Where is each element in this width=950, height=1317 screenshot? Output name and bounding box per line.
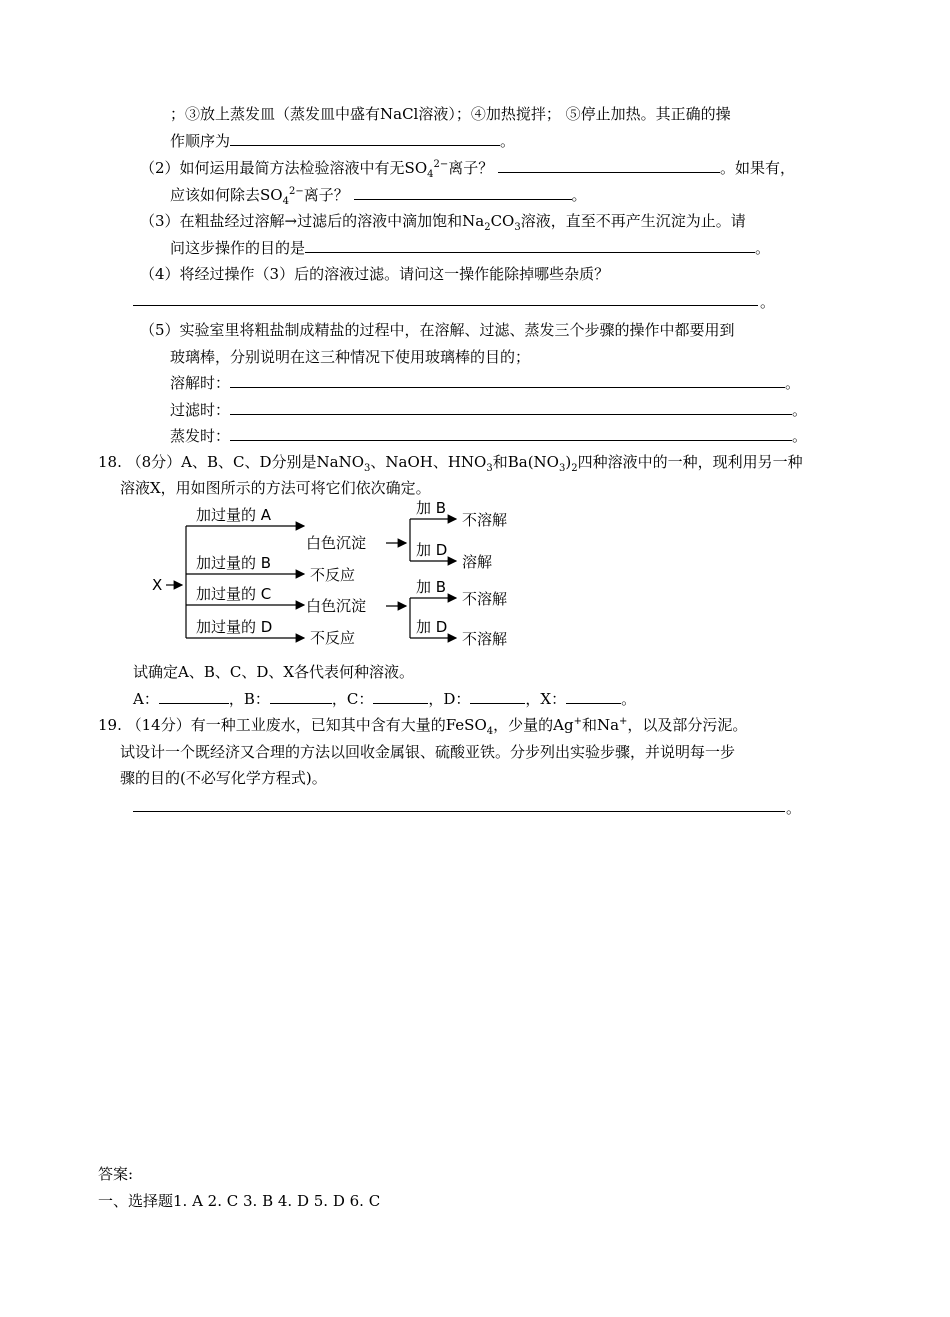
- q18-l1-c: 和Ba(NO: [492, 453, 559, 471]
- q17-part3b: [170, 238, 770, 258]
- q19-line1: [98, 715, 747, 735]
- ans-b-blank[interactable]: [270, 689, 332, 704]
- q17-part2-sup: 2−: [433, 159, 449, 170]
- q18-l1-s1: 3: [364, 463, 371, 474]
- sub-c-d-label: 加 D: [416, 618, 448, 636]
- q18-line1: [98, 452, 803, 472]
- result-c: 白色沉淀: [306, 597, 367, 615]
- filter-label: 过滤时：: [170, 401, 231, 419]
- ans-b-label: ，B：: [228, 690, 270, 708]
- q17-part5b: 玻璃棒，分别说明在这三种情况下使用玻璃棒的目的；: [170, 348, 531, 366]
- q18-l1-s4: 2: [571, 463, 578, 474]
- dissolve-end: 。: [785, 374, 801, 392]
- q19-l1-a: 19. （14分）有一种工业废水，已知其中含有大量的FeSO: [98, 716, 487, 734]
- ans-d-label: ，D：: [428, 690, 471, 708]
- answers-title: 答案:: [98, 1165, 134, 1183]
- answer-line-part4[interactable]: [133, 305, 758, 306]
- q17-line1: ；③放上蒸发皿（蒸发皿中盛有NaCl溶液）；④加热搅拌； ⑤停止加热。其正确的操: [170, 105, 731, 123]
- result-d: 不反应: [310, 629, 356, 647]
- q17-part3-sub1: 2: [484, 222, 491, 233]
- q19-l1-c: 和Na: [581, 716, 620, 734]
- q17-part3b-text: 问这步操作的目的是: [170, 239, 306, 257]
- sub-c-d-result: 不溶解: [462, 630, 508, 648]
- branch-d-label: 加过量的 D: [196, 618, 273, 636]
- flow-diagram: [150, 498, 530, 650]
- sub-a-d-result: 溶解: [462, 553, 493, 571]
- sub-a-b-result: 不溶解: [462, 511, 508, 529]
- q18-l1-a: 18. （8分）A、B、C、D分别是NaNO: [98, 453, 365, 471]
- q17-dissolve: [170, 373, 800, 393]
- ans-x-label: ，X：: [525, 690, 567, 708]
- q17-part2: [140, 158, 795, 178]
- sub-a-b-label: 加 B: [416, 499, 447, 517]
- answers-line: 一、选择题1. A 2. C 3. B 4. D 5. D 6. C: [98, 1192, 381, 1210]
- q17-part2b-sub: 4: [282, 196, 289, 207]
- q17-part2b: [170, 185, 587, 205]
- q19-l1-d: ，以及部分污泥。: [627, 716, 748, 734]
- q18-line3: 试确定A、B、C、D、X各代表何种溶液。: [133, 663, 415, 681]
- result-a: 白色沉淀: [306, 534, 367, 552]
- q17-part4: （4）将经过操作（3）后的溶液过滤。请问这一操作能除掉哪些杂质？: [140, 265, 610, 283]
- q19-l1-p2: +: [619, 716, 628, 727]
- q18-answers: [133, 689, 636, 709]
- q17-part3-mid: CO: [490, 212, 515, 230]
- dissolve-label: 溶解时：: [170, 374, 231, 392]
- q18-l1-s2: 3: [486, 463, 493, 474]
- answer-blank[interactable]: [230, 131, 500, 146]
- q17-part3: [140, 211, 746, 231]
- branch-a-label: 加过量的 A: [196, 506, 272, 524]
- q17-part2-text-c: 。如果有，: [720, 159, 796, 177]
- q19-l1-b: ，少量的Ag: [493, 716, 574, 734]
- q17-part3-sub2: 3: [514, 222, 521, 233]
- q19-line2: 试设计一个既经济又合理的方法以回收金属银、硫酸亚铁。分步列出实验步骤，并说明每一步: [120, 743, 736, 761]
- q17-part3-text-b: 溶液，直至不再产生沉淀为止。请: [520, 212, 746, 230]
- q18-line2: 溶液X，用如图所示的方法可将它们依次确定。: [120, 479, 431, 497]
- q17-part2b-text-a: 应该如何除去SO: [170, 186, 283, 204]
- evaporate-blank[interactable]: [230, 426, 792, 441]
- filter-end: 。: [792, 401, 808, 419]
- sub-c-b-label: 加 B: [416, 578, 447, 596]
- answer-blank[interactable]: [498, 158, 720, 173]
- q17-part2b-sup: 2−: [288, 186, 304, 197]
- ans-c-blank[interactable]: [373, 689, 428, 704]
- ans-a-label: A：: [133, 690, 159, 708]
- evaporate-label: 蒸发时：: [170, 427, 231, 445]
- branch-c-label: 加过量的 C: [196, 585, 272, 603]
- sub-a-d-label: 加 D: [416, 541, 448, 559]
- q17-line2-text: 作顺序为: [170, 132, 231, 150]
- answer-blank[interactable]: [305, 238, 755, 253]
- dissolve-blank[interactable]: [230, 373, 785, 388]
- q17-part2-text-a: （2）如何运用最简方法检验溶液中有无SO: [140, 159, 428, 177]
- q17-filter: [170, 400, 807, 420]
- q18-l1-e: 四种溶液中的一种，现利用另一种: [577, 453, 803, 471]
- answer-blank[interactable]: [354, 185, 572, 200]
- q17-part2b-text-b: 离子？: [303, 186, 349, 204]
- evaporate-end: 。: [792, 427, 808, 445]
- ans-c-label: ，C：: [331, 690, 374, 708]
- q17-part3b-end: 。: [755, 239, 771, 257]
- q19-line3: 骤的目的(不必写化学方程式)。: [120, 769, 327, 787]
- q17-evaporate: [170, 426, 807, 446]
- answer-line-q19[interactable]: [133, 811, 785, 812]
- q17-part5: （5）实验室里将粗盐制成精盐的过程中，在溶解、过滤、蒸发三个步骤的操作中都要用到: [140, 321, 735, 339]
- q18-l1-d: ): [565, 453, 572, 471]
- result-b: 不反应: [310, 566, 356, 584]
- q17-line2: [170, 131, 515, 151]
- q18-l1-b: 、NaOH、HNO: [370, 453, 487, 471]
- filter-blank[interactable]: [230, 400, 792, 415]
- ans-x-blank[interactable]: [566, 689, 621, 704]
- q17-part2-text-b: 离子？: [448, 159, 494, 177]
- ans-d-blank[interactable]: [470, 689, 525, 704]
- q17-part2b-text-c: 。: [571, 186, 587, 204]
- ans-a-blank[interactable]: [159, 689, 229, 704]
- sub-c-b-result: 不溶解: [462, 590, 508, 608]
- q19-l1-p1: +: [573, 716, 582, 727]
- ans-end: 。: [621, 690, 637, 708]
- q18-l1-s3: 3: [558, 463, 566, 474]
- q19-end: 。: [786, 799, 802, 817]
- diagram-x-label: X: [152, 576, 163, 594]
- q17-part3-text-a: （3）在粗盐经过溶解→过滤后的溶液中滴加饱和Na: [140, 212, 485, 230]
- q17-line2-end: 。: [500, 132, 516, 150]
- q17-part4-end: 。: [760, 293, 776, 311]
- branch-b-label: 加过量的 B: [196, 554, 272, 572]
- q19-l1-s1: 4: [486, 726, 494, 737]
- q17-part2-sub: 4: [427, 169, 434, 180]
